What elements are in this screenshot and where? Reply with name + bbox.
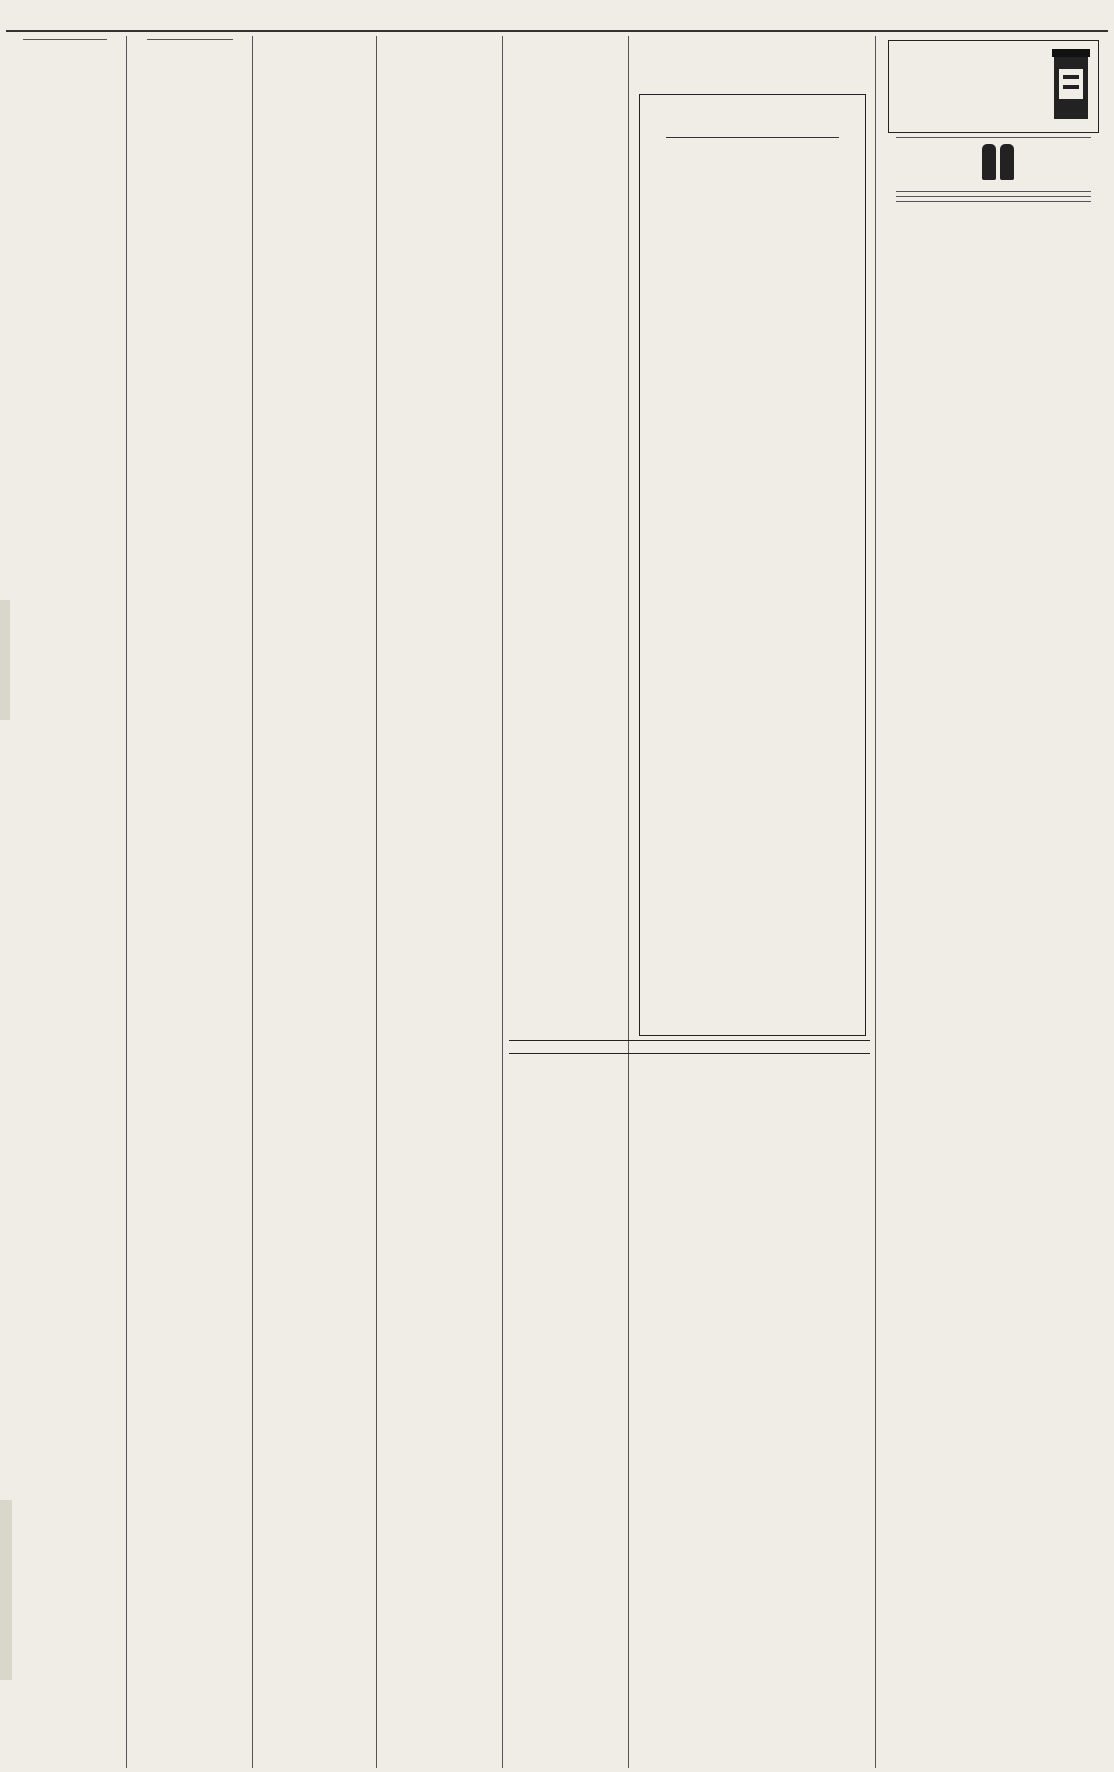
column-4 bbox=[378, 36, 502, 1768]
greeting-advert bbox=[639, 94, 866, 1036]
column-divider bbox=[126, 36, 127, 1768]
column-6-lower bbox=[630, 1148, 875, 1768]
column-3 bbox=[254, 36, 376, 1768]
divider bbox=[896, 191, 1091, 192]
masthead-rule bbox=[6, 30, 1108, 32]
tea-tin-icon bbox=[1048, 45, 1094, 128]
bottles-icon bbox=[980, 142, 1016, 187]
divider bbox=[23, 39, 107, 40]
column-divider bbox=[875, 36, 876, 1768]
divider bbox=[896, 201, 1091, 202]
column-1 bbox=[4, 36, 126, 1768]
divider bbox=[666, 137, 839, 138]
column-5 bbox=[504, 36, 628, 1086]
torn-edge bbox=[0, 1500, 12, 1680]
column-divider bbox=[502, 36, 503, 1768]
thistle-advert bbox=[504, 1040, 875, 1140]
divider bbox=[896, 196, 1091, 197]
torn-edge bbox=[0, 600, 10, 720]
moate-tea-advert bbox=[888, 40, 1099, 133]
divider bbox=[147, 39, 233, 40]
column-5-lower bbox=[504, 1148, 628, 1768]
column-divider bbox=[376, 36, 377, 1768]
masthead bbox=[0, 6, 1114, 28]
divider bbox=[896, 137, 1091, 138]
greeting-advert-column bbox=[630, 36, 875, 1036]
column-2 bbox=[128, 36, 252, 1768]
column-8 bbox=[877, 36, 1110, 1768]
column-divider bbox=[628, 36, 629, 1768]
column-divider bbox=[252, 36, 253, 1768]
